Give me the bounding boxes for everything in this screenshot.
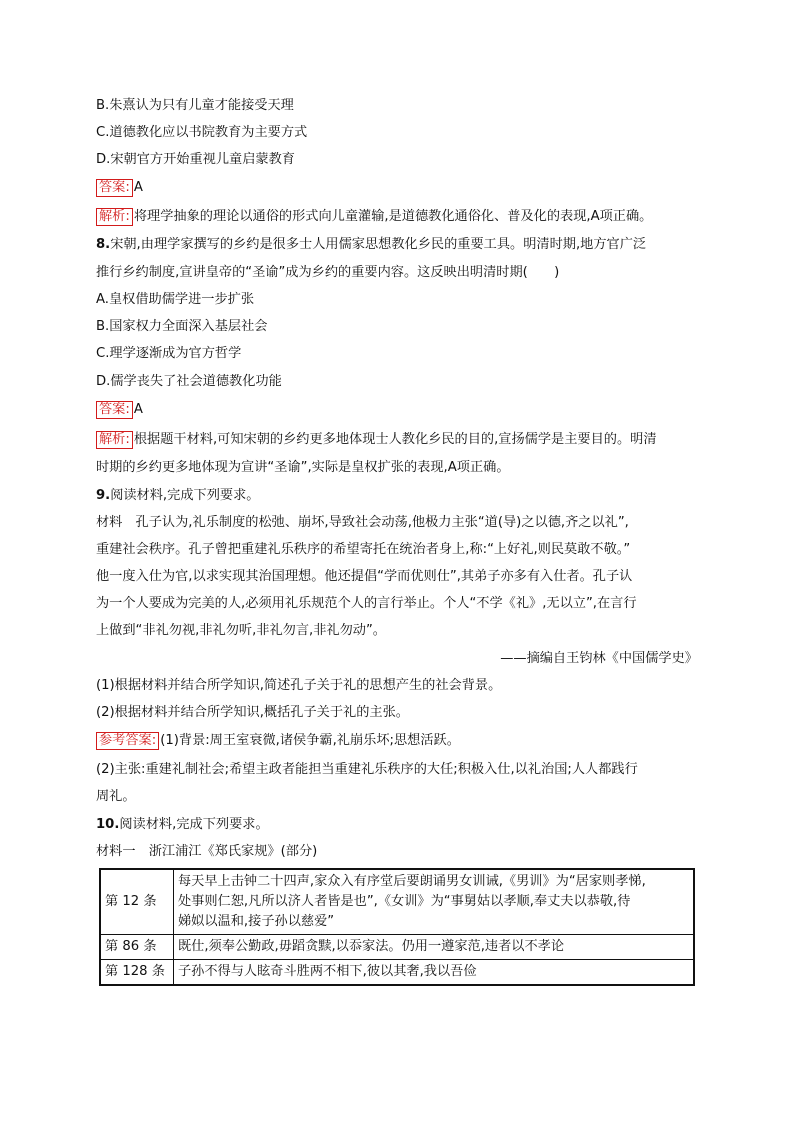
option-c: C.道德教化应以书院教育为主要方式 (96, 125, 308, 140)
reference-answer-text: (1)背景:周王室衰微,诸侯争霸,礼崩乐坏;思想活跃。 (160, 733, 460, 748)
answer-line (96, 178, 143, 198)
analysis-tag: 解析: (96, 431, 133, 449)
table-row (100, 869, 694, 935)
family-rules-table (99, 868, 695, 986)
article-number: 第 12 条 (100, 869, 174, 935)
analysis-line (96, 207, 652, 227)
option-a: A.皇权借助儒学进一步扩张 (96, 292, 255, 307)
answer-line (96, 400, 143, 420)
reference-answer-line (96, 731, 460, 751)
answer-value: A (133, 180, 143, 195)
option-b: B.国家权力全面深入基层社会 (96, 319, 268, 334)
option-b: B.朱熹认为只有儿童才能接受天理 (96, 98, 294, 113)
article-content: 既仕,须奉公勤政,毋蹈贪黩,以忝家法。仍用一遵家范,违者以不孝论 (174, 935, 695, 960)
option-c: C.理学逐渐成为官方哲学 (96, 346, 242, 361)
material-line: 材料 孔子认为,礼乐制度的松弛、崩坏,导致社会动荡,他极力主张“道(导)之以德,齐之以礼”, (96, 515, 629, 530)
reference-answer-tag: 参考答案: (96, 732, 159, 750)
material-line: 上做到“非礼勿视,非礼勿听,非礼勿言,非礼勿动”。 (96, 623, 386, 638)
answer-tag: 答案: (96, 401, 133, 419)
option-d: D.宋朝官方开始重视儿童启蒙教育 (96, 152, 295, 167)
question-text: 阅读材料,完成下列要求。 (119, 817, 269, 832)
question-8-stem-line2: 推行乡约制度,宣讲皇帝的“圣谕”成为乡约的重要内容。这反映出明清时期( ) (96, 265, 560, 280)
sub-question-1: (1)根据材料并结合所学知识,简述孔子关于礼的思想产生的社会背景。 (96, 678, 502, 693)
question-8-stem-line1 (96, 235, 646, 255)
analysis-tag: 解析: (96, 208, 133, 226)
article-number: 第 128 条 (100, 960, 174, 986)
question-9-prompt (96, 486, 259, 506)
table-row (100, 960, 694, 986)
answer-tag: 答案: (96, 179, 133, 197)
analysis-text: 根据题干材料,可知宋朝的乡约更多地体现士人教化乡民的目的,宣扬儒学是主要目的。明清 (133, 432, 657, 447)
analysis-text: 将理学抽象的理论以通俗的形式向儿童灌输,是道德教化通俗化、普及化的表现,A项正确。 (133, 209, 653, 224)
material-line: 重建社会秩序。孔子曾把重建礼乐秩序的希望寄托在统治者身上,称:“上好礼,则民莫敢不敬。” (96, 542, 631, 557)
material-title: 材料一 浙江浦江《郑氏家规》(部分) (96, 844, 318, 859)
article-content-line: 娣姒以温和,接子孙以慈爱” (178, 914, 335, 929)
analysis-line (96, 430, 657, 450)
reference-answer-line3: 周礼。 (96, 789, 136, 804)
table-row (100, 935, 694, 960)
question-number: 10. (96, 817, 120, 832)
question-10-prompt (96, 815, 269, 835)
sub-question-2: (2)根据材料并结合所学知识,概括孔子关于礼的主张。 (96, 705, 409, 720)
article-content: 子孙不得与人眩奇斗胜两不相下,彼以其奢,我以吾俭 (174, 960, 695, 986)
option-d: D.儒学丧失了社会道德教化功能 (96, 374, 282, 389)
article-number: 第 86 条 (100, 935, 174, 960)
material-line: 为一个人要成为完美的人,必须用礼乐规范个人的言行举止。个人“不学《礼》,无以立”,在言行 (96, 596, 637, 611)
question-text: 阅读材料,完成下列要求。 (110, 488, 260, 503)
answer-value: A (133, 402, 143, 417)
article-content (174, 869, 695, 935)
reference-answer-line2: (2)主张:重建礼制社会;希望主政者能担当重建礼乐秩序的大任;积极入仕,以礼治国;人人都践行 (96, 762, 638, 777)
material-line: 他一度入仕为官,以求实现其治国理想。他还提倡“学而优则仕”,其弟子亦多有入仕者。孔子认 (96, 569, 633, 584)
article-content-line: 每天早上击钟二十四声,家众入有序堂后要朗诵男女训诫,《男训》为“居家则孝悌, (178, 874, 646, 889)
material-source: ——摘编自王钧林《中国儒学史》 (500, 651, 698, 666)
question-text: 宋朝,由理学家撰写的乡约是很多士人用儒家思想教化乡民的重要工具。明清时期,地方官广泛 (110, 237, 647, 252)
question-number: 8. (96, 237, 111, 252)
question-number: 9. (96, 488, 111, 503)
article-content-line: 处事则仁恕,凡所以济人者皆是也”,《女训》为“事舅姑以孝顺,奉丈夫以恭敬,待 (178, 894, 631, 909)
analysis-text-line2: 时期的乡约更多地体现为宣讲“圣谕”,实际是皇权扩张的表现,A项正确。 (96, 460, 510, 475)
